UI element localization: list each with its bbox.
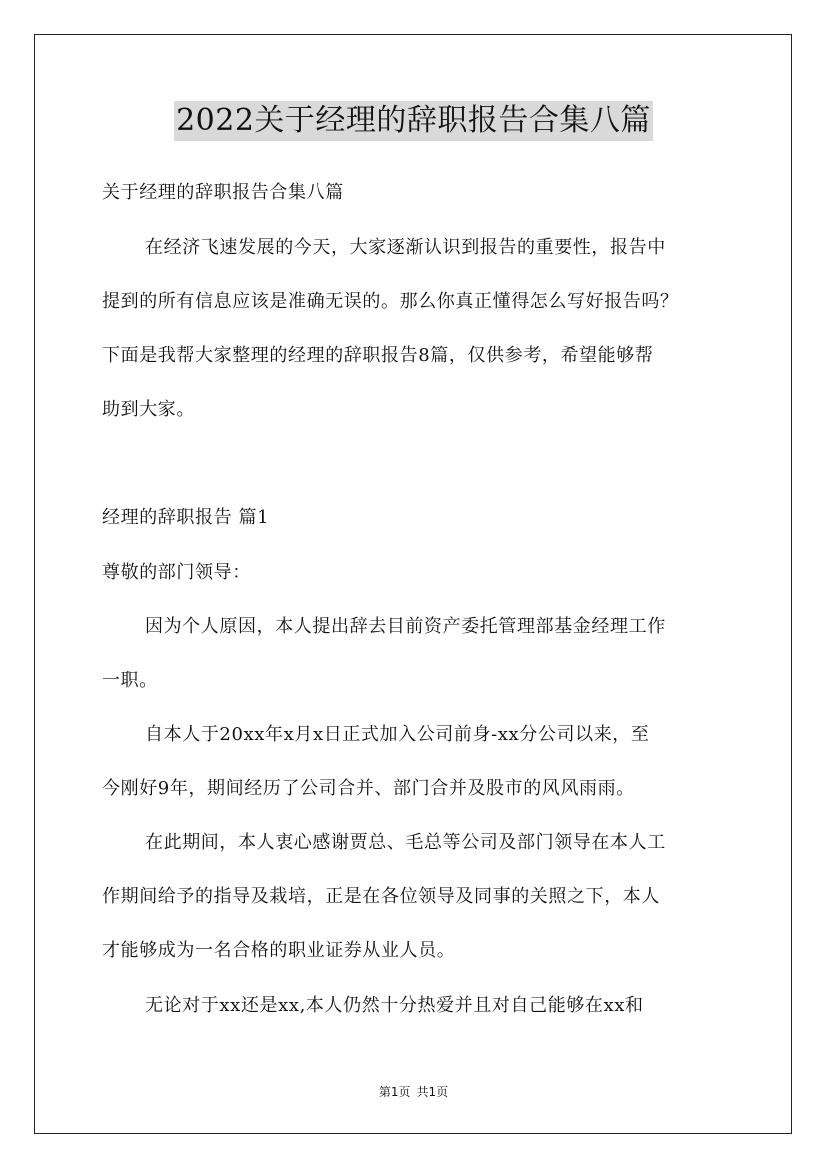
body-line: 因为个人原因，本人提出辞去目前资产委托管理部基金经理工作 bbox=[145, 616, 666, 637]
intro-line: 在经济飞速发展的今天，大家逐渐认识到报告的重要性，报告中 bbox=[145, 237, 666, 258]
body-line: 作期间给予的指导及栽培，正是在各位领导及同事的关照之下，本人 bbox=[102, 886, 660, 907]
page-number: 第1页 bbox=[378, 1085, 411, 1099]
body-line: 一职。 bbox=[102, 670, 158, 691]
intro-line: 下面是我帮大家整理的经理的辞职报告8篇，仅供参考，希望能够帮 bbox=[102, 345, 654, 366]
section-heading: 经理的辞职报告 篇1 bbox=[102, 507, 270, 528]
body-line: 无论对于xx还是xx,本人仍然十分热爱并且对自己能够在xx和 bbox=[145, 995, 644, 1016]
body-line: 在此期间，本人衷心感谢贾总、毛总等公司及部门领导在本人工 bbox=[145, 832, 666, 853]
salutation: 尊敬的部门领导： bbox=[102, 562, 251, 583]
page-footer bbox=[0, 1083, 827, 1100]
document-title bbox=[0, 100, 827, 141]
body-line: 今刚好9年，期间经历了公司合并、部门合并及股市的风风雨雨。 bbox=[102, 778, 635, 799]
body-line: 自本人于20xx年x月x日正式加入公司前身-xx分公司以来，至 bbox=[145, 724, 650, 745]
intro-line: 提到的所有信息应该是准确无误的。那么你真正懂得怎么写好报告吗？ bbox=[102, 291, 679, 312]
page-total: 共1页 bbox=[416, 1085, 449, 1099]
title-text: 2022关于经理的辞职报告合集八篇 bbox=[174, 101, 653, 141]
subtitle: 关于经理的辞职报告合集八篇 bbox=[102, 182, 344, 203]
body-line: 才能够成为一名合格的职业证券从业人员。 bbox=[102, 940, 456, 961]
intro-line: 助到大家。 bbox=[102, 399, 195, 420]
